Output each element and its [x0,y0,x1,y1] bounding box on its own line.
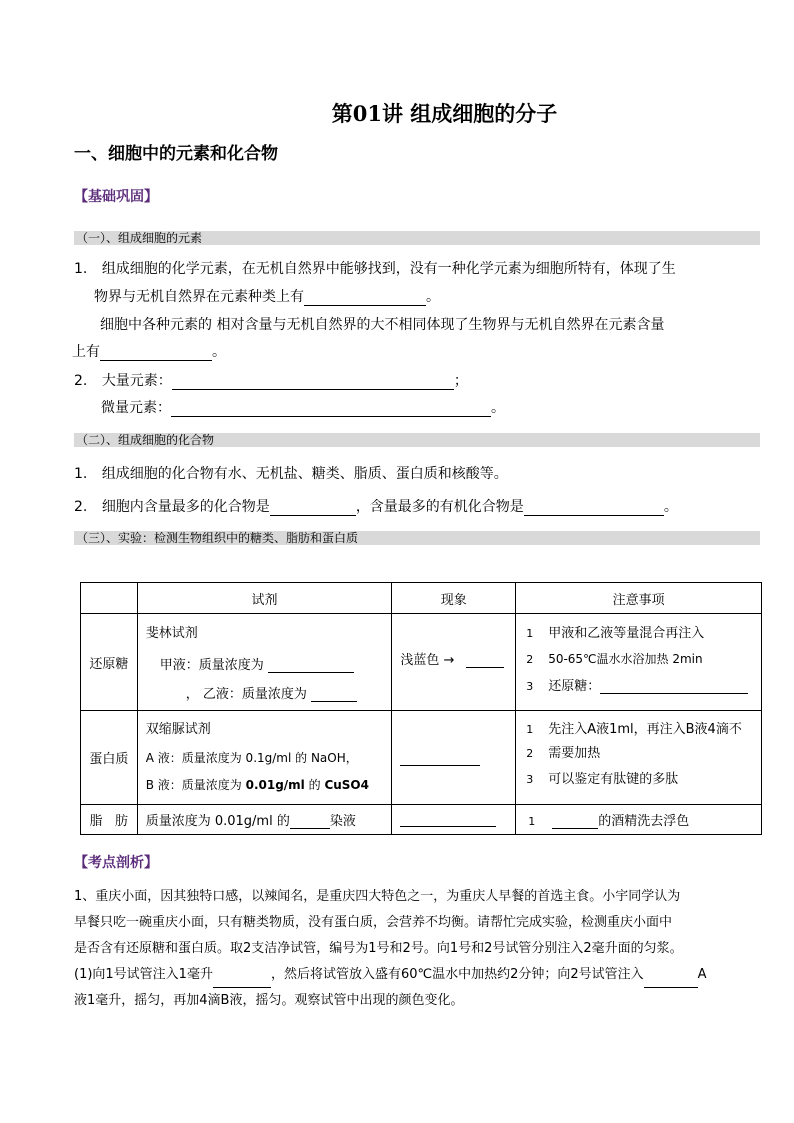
header-cell: 现象 [392,583,516,614]
analysis-line [74,962,734,988]
reagent-sub [186,683,392,702]
punct: ； [453,373,468,389]
note-text: 还原糖： [548,679,601,694]
phenomenon [400,751,515,766]
part1-q1 [74,258,676,278]
answer-blank[interactable] [466,659,504,668]
note-number: 1 [526,723,534,736]
part2-q1 [74,463,508,483]
notes-cell [516,614,762,711]
note-item [526,718,761,737]
answer-blank[interactable] [270,501,356,516]
table-header-row [81,583,762,614]
table-row [81,614,762,711]
row-name: 蛋白质 [81,711,138,805]
answer-blank[interactable] [290,814,330,829]
q-number: 2. [74,499,88,515]
page-title: 第01讲 组成细胞的分子 [331,101,558,126]
phenomenon-text: 浅蓝色 → [400,653,455,668]
part3-heading: （三）、实验：检测生物组织中的糖类、脂肪和蛋白质 [74,531,760,545]
note-text: 50-65℃温水水浴加热 2min [548,652,703,666]
part1-q2-minor [101,397,505,417]
analysis-text: ，然后将试管放入盛有60℃温水中加热约2分钟；向2号试管注入 [270,967,644,982]
analysis-line: 是否含有还原糖和蛋白质。取2支洁净试管，编号为1号和2号。向1号和2号试管分别注入2毫升面的匀浆。 [74,941,683,956]
basics-tag: 【基础巩固】 [74,189,158,205]
reagent-sub-text: 甲液：质量浓度为 [159,658,264,673]
phenomenon [400,812,515,827]
answer-blank[interactable] [400,761,480,766]
reagent-text: 质量浓度为 0.01g/ml 的 [145,814,290,829]
note-text: 先注入A液1ml，再注入B液4滴不 [548,722,742,737]
analysis-tag: 【考点剖析】 [74,855,158,871]
answer-blank[interactable] [400,812,496,827]
analysis-line: 1、重庆小面，因其独特口感，以辣闻名，是重庆四大特色之一，为重庆人早餐的首选主食。小宇同学认为 [74,889,681,904]
q-text: 细胞内含量最多的化合物是 [101,499,270,515]
analysis-line: 早餐只吃一碗重庆小面，只有糖类物质，没有蛋白质，会营养不均衡。请帮忙完成实验，检测重庆小面中 [74,915,673,930]
reagent-name [146,810,392,829]
note-item [526,675,761,694]
answer-blank[interactable] [600,679,748,694]
punct: 。 [426,289,440,305]
part1-q1-para2: 细胞中各种元素的 相对含量与无机自然界的大不相同体现了生物界与无机自然界在元素含量 [100,317,665,333]
experiment-table [80,582,762,835]
answer-blank[interactable] [311,687,357,702]
row-name: 脂 肪 [81,805,138,835]
note-number: 1 [528,815,536,828]
reagent-sub-text: 0.01g/ml [245,778,305,792]
q-number: 2. [74,373,88,389]
header-cell [81,583,138,614]
note-number: 1 [526,627,534,640]
note-item [526,622,761,641]
phenomenon [400,649,515,668]
reagent-sub [160,654,392,673]
part1-q1-cont [94,286,440,306]
part1-heading: （一）、组成细胞的元素 [74,231,760,245]
part1-q2-major [74,370,468,390]
answer-blank[interactable] [644,973,698,988]
reagent-sub [146,776,392,793]
reagent-cell [137,711,392,805]
q-text: 大量元素： [101,373,172,389]
answer-blank[interactable] [524,501,664,516]
phenomenon-cell [392,711,516,805]
phenomenon-cell [392,614,516,711]
notes-cell [516,805,762,835]
note-text: 的酒精洗去浮色 [598,814,690,829]
chemical-formula: CuSO4 [324,778,369,792]
reagent-sub-text: 的 [304,778,325,792]
note-text: 甲液和乙液等量混合再注入 [548,626,705,641]
reagent-cell [137,805,392,835]
note-text: 可以鉴定有肽键的多肽 [548,772,679,787]
answer-blank[interactable] [172,375,454,390]
reagent-sub-text: ， 乙液：质量浓度为 [185,687,307,702]
analysis-paragraph [74,884,734,1014]
q-number: 1. [74,261,88,277]
q-text: 组成细胞的化学元素，在无机自然界中能够找到，没有一种化学元素为细胞所特有，体现了生 [101,261,676,277]
table-row [81,711,762,805]
table-row [81,805,762,835]
part2-heading: （二）、组成细胞的化合物 [74,433,760,447]
part1-q1-para2-cont [72,341,226,361]
row-name: 还原糖 [81,614,138,711]
notes-cell [516,711,762,805]
note-text: 需要加热 [548,746,601,761]
note-number: 3 [526,680,534,693]
note-item [526,650,761,667]
answer-blank[interactable] [171,402,491,417]
answer-blank[interactable] [552,814,598,829]
reagent-sub-text: B 液：质量浓度为 [145,778,246,792]
reagent-cell [137,614,392,711]
q-text: 物界与无机自然界在元素种类上有 [94,289,304,305]
q-number: 1. [74,466,88,482]
answer-blank[interactable] [100,346,212,361]
note-item [526,742,761,761]
note-number: 2 [526,747,534,760]
punct: 。 [491,400,505,416]
q-text: ，含量最多的有机化合物是 [355,499,524,515]
note-number: 3 [526,773,534,786]
reagent-name: 双缩脲试剂 [145,722,211,737]
punct: 。 [663,499,678,515]
note-item [528,810,761,829]
part2-q2 [74,496,678,516]
punct: 。 [212,344,226,360]
answer-blank[interactable] [304,291,426,306]
q-text: 组成细胞的化合物有水、无机盐、糖类、脂质、蛋白质和核酸等。 [101,466,508,482]
header-cell: 试剂 [137,583,392,614]
q-text: 上有 [72,344,100,360]
phenomenon-cell [392,805,516,835]
note-item [526,768,761,787]
note-number: 2 [526,653,534,666]
q-text: 微量元素： [101,400,171,416]
analysis-line: 液1毫升，摇匀，再加4滴B液，摇匀。观察试管中出现的颜色变化。 [74,993,464,1008]
answer-blank[interactable] [213,973,271,988]
reagent-text: 染液 [329,814,356,829]
answer-blank[interactable] [268,658,354,673]
reagent-name: 斐林试剂 [145,626,198,641]
analysis-text: (1)向1号试管注入1毫升 [74,967,213,982]
header-cell: 注意事项 [516,583,762,614]
section-heading: 一、细胞中的元素和化合物 [74,144,278,164]
analysis-text: A [697,967,707,982]
reagent-sub: A 液：质量浓度为 0.1g/ml 的 NaOH， [145,751,358,765]
